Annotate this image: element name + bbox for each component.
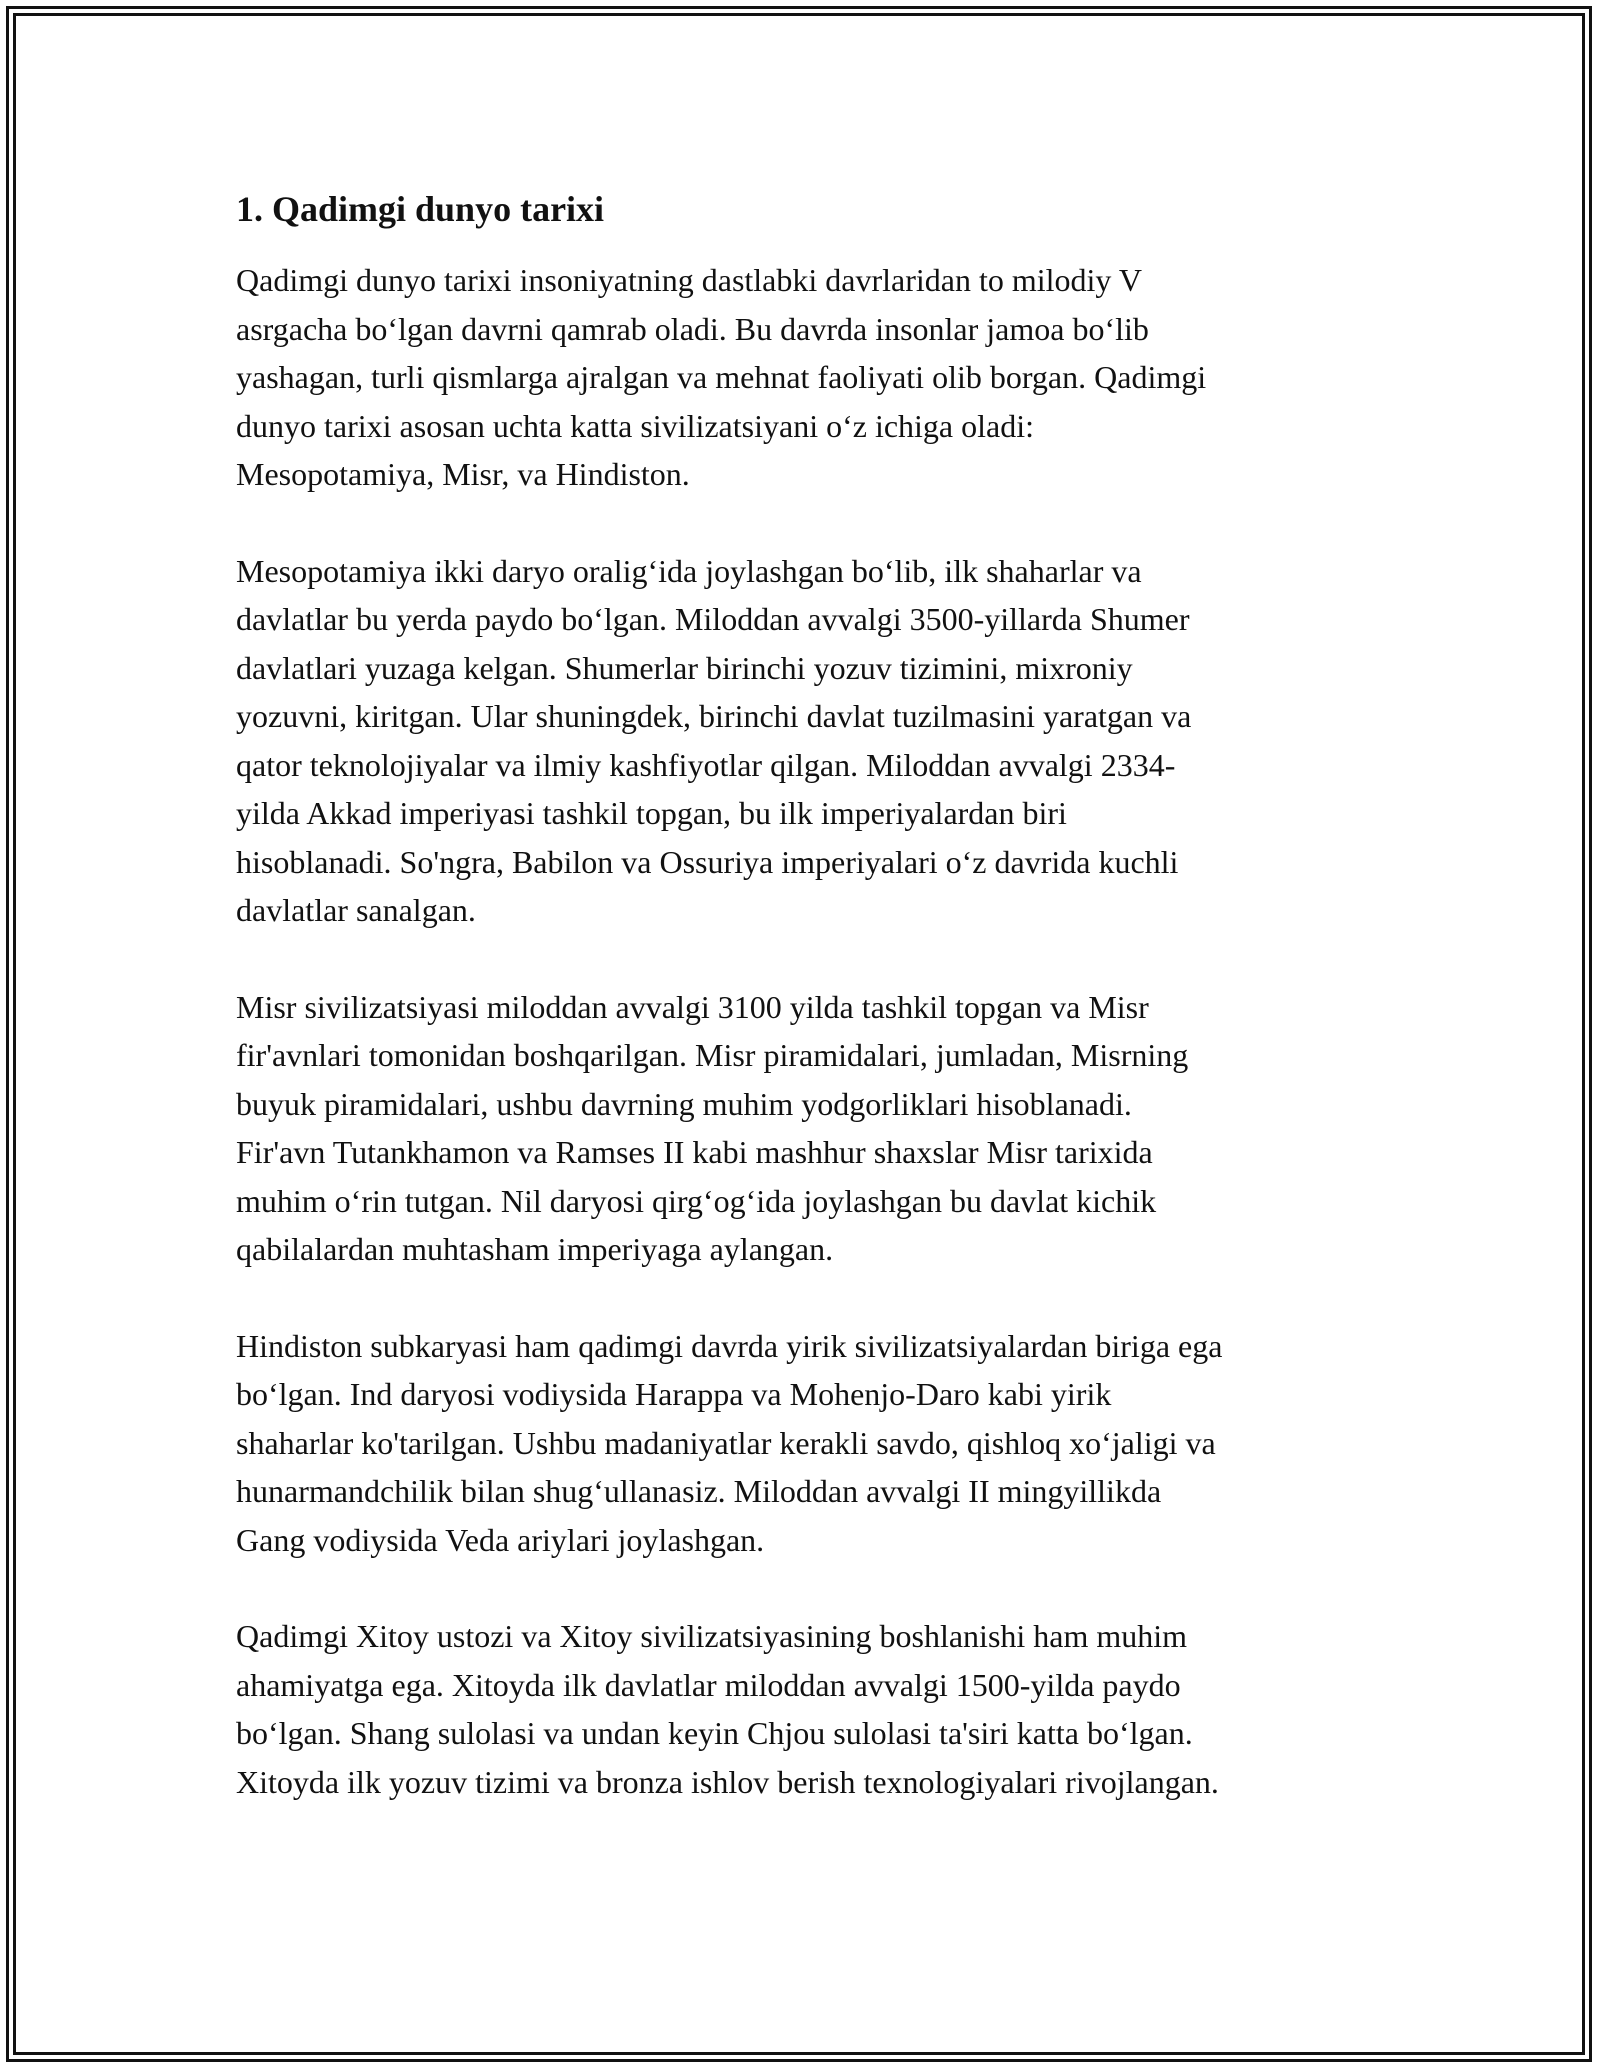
text-line: dunyo tarixi asosan uchta katta sivilizatsiyani o‘z ichiga oladi: xyxy=(236,407,1034,444)
text-line: yozuvni, kiritgan. Ular shuningdek, birinchi davlat tuzilmasini yaratgan va xyxy=(236,698,1192,734)
text-line: shaharlar ko'tarilgan. Ushbu madaniyatlar kerakli savdo, qishloq xo‘jaligi va xyxy=(236,1424,1216,1461)
text-line: Gang vodiysida Veda ariylari joylashgan. xyxy=(236,1521,765,1558)
paragraph-egypt xyxy=(236,983,1376,1274)
paragraph-mesopotamia xyxy=(236,547,1376,935)
paragraph-china xyxy=(236,1612,1376,1806)
text-line: davlatlari yuzaga kelgan. Shumerlar birinchi yozuv tizimini, mixroniy xyxy=(236,649,1133,686)
text-line: Qadimgi dunyo tarixi insoniyatning dastlabki davrlaridan to milodiy V xyxy=(236,262,1142,298)
text-line: buyuk piramidalari, ushbu davrning muhim yodgorliklari hisoblanadi. xyxy=(236,1085,1132,1122)
text-line: bo‘lgan. Ind daryosi vodiysida Harappa va Mohenjo-Daro kabi yirik xyxy=(236,1376,1112,1412)
text-line: davlatlar bu yerda paydo bo‘lgan. Miloddan avvalgi 3500-yillarda Shumer xyxy=(236,601,1190,637)
text-line: qabilalardan muhtasham imperiyaga aylangan. xyxy=(236,1231,834,1267)
paragraph-intro xyxy=(236,256,1376,499)
text-line: hisoblanadi. So'ngra, Babilon va Ossuriya imperiyalari o‘z davrida kuchli xyxy=(236,843,1179,880)
text-line: Xitoyda ilk yozuv tizimi va bronza ishlov berish texnologiyalari rivojlangan. xyxy=(236,1763,1219,1800)
text-line: qator teknolojiyalar va ilmiy kashfiyotlar qilgan. Miloddan avvalgi 2334- xyxy=(236,746,1176,783)
text-line: asrgacha bo‘lgan davrni qamrab oladi. Bu davrda insonlar jamoa bo‘lib xyxy=(236,310,1149,347)
document-body xyxy=(236,186,1376,1854)
text-line: ahamiyatga ega. Xitoyda ilk davlatlar miloddan avvalgi 1500-yilda paydo xyxy=(236,1666,1181,1703)
text-line: Qadimgi Xitoy ustozi va Xitoy sivilizatsiyasining boshlanishi ham muhim xyxy=(236,1618,1188,1654)
text-line: Hindiston subkaryasi ham qadimgi davrda yirik sivilizatsiyalardan biriga ega xyxy=(236,1327,1223,1364)
text-line: hunarmandchilik bilan shug‘ullanasiz. Miloddan avvalgi II mingyillikda xyxy=(236,1473,1162,1509)
text-line: Mesopotamiya, Misr, va Hindiston. xyxy=(236,456,690,492)
text-line: Misr sivilizatsiyasi miloddan avvalgi 3100 yilda tashkil topgan va Misr xyxy=(236,988,1149,1025)
text-line: davlatlar sanalgan. xyxy=(236,892,476,928)
text-line: muhim o‘rin tutgan. Nil daryosi qirg‘og‘ida joylashgan bu davlat kichik xyxy=(236,1182,1157,1219)
text-line: bo‘lgan. Shang sulolasi va undan keyin Chjou sulolasi ta'siri katta bo‘lgan. xyxy=(236,1715,1193,1751)
section-title: 1. Qadimgi dunyo tarixi xyxy=(236,189,605,229)
text-line: Fir'avn Tutankhamon va Ramses II kabi mashhur shaxslar Misr tarixida xyxy=(236,1134,1153,1170)
text-line: yilda Akkad imperiyasi tashkil topgan, bu ilk imperiyalardan biri xyxy=(236,795,1067,831)
text-line: Mesopotamiya ikki daryo oralig‘ida joylashgan bo‘lib, ilk shaharlar va xyxy=(236,552,1142,589)
text-line: yashagan, turli qismlarga ajralgan va mehnat faoliyati olib borgan. Qadimgi xyxy=(236,359,1207,395)
paragraph-india xyxy=(236,1322,1376,1565)
text-line: fir'avnlari tomonidan boshqarilgan. Misr piramidalari, jumladan, Misrning xyxy=(236,1037,1189,1073)
